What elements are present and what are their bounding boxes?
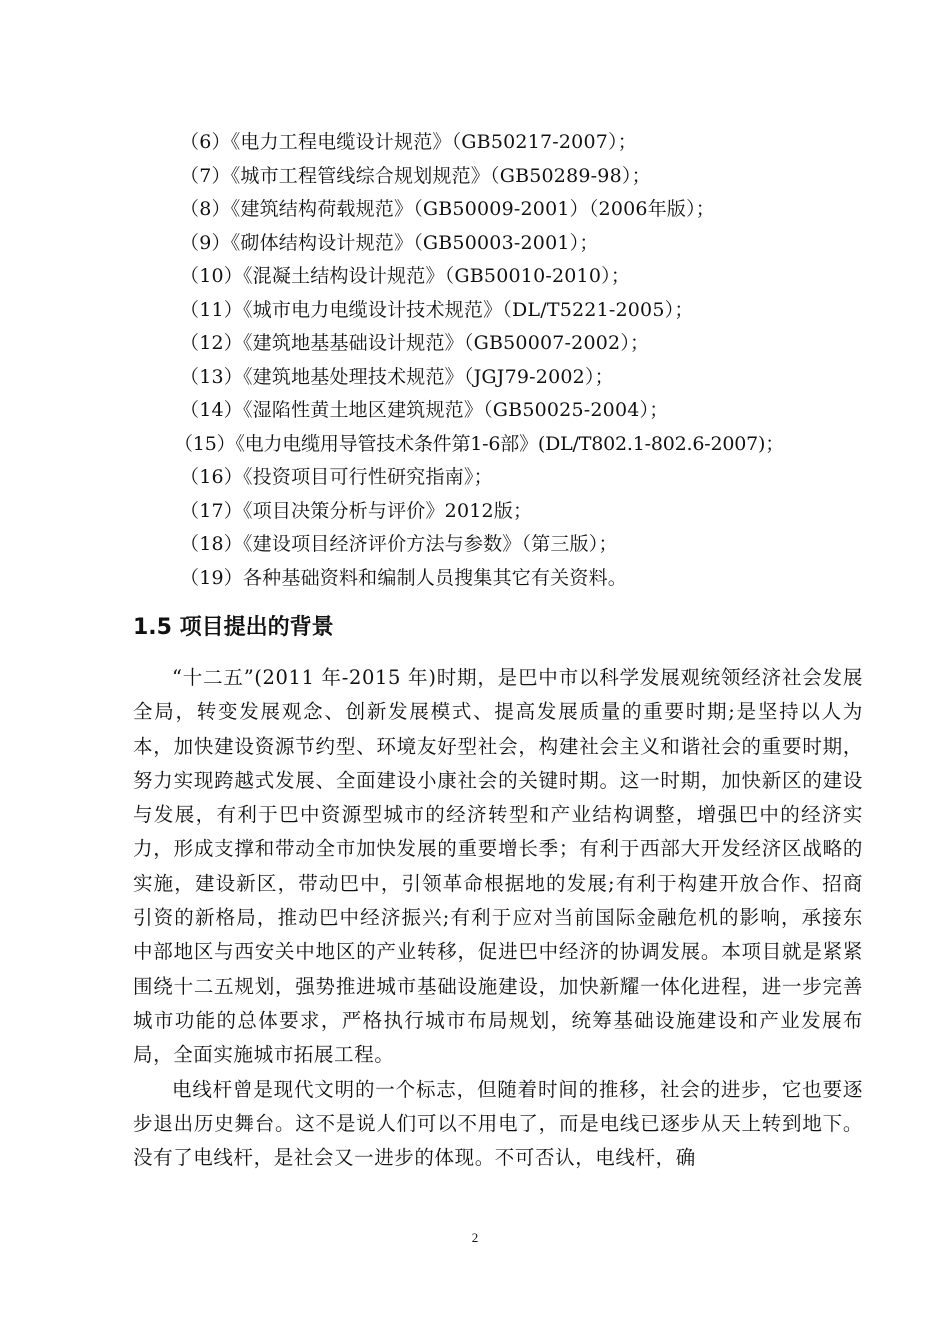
reference-item: （17）《项目决策分析与评价》2012版； <box>180 499 533 522</box>
reference-item: （16）《投资项目可行性研究指南》； <box>180 466 493 488</box>
body-paragraph: 电线杆曾是现代文明的一个标志，但随着时间的推移，社会的进步，它也要逐步退出历史舞台。这不是说人们可以不用电了，而是电线已逐步从天上转到地下。没有了电线杆，是社会又一进步的体现。不可否认，电线杆，确 <box>133 1077 863 1170</box>
reference-item: （11）《城市电力电缆设计技术规范》（DL/T5221-2005）； <box>180 298 694 321</box>
reference-item: （6）《电力工程电缆设计规范》（GB50217-2007）； <box>180 131 637 153</box>
reference-item: （10）《混凝土结构设计规范》（GB50010-2010）； <box>180 265 631 287</box>
reference-item: （14）《湿陷性黄土地区建筑规范》（GB50025-2004）； <box>180 399 669 421</box>
reference-item: （7）《城市工程管线综合规划规范》（GB50289-98）； <box>180 164 651 187</box>
reference-item: （15）《电力电缆用导管技术条件第1-6部》(DL/T802.1-802.6-2007)； <box>174 432 785 455</box>
reference-item: （13）《建筑地基处理技术规范》（JGJ79-2002）； <box>180 365 614 388</box>
body-paragraph: “十二五”(2011 年-2015 年)时期，是巴中市以科学发展观统领经济社会发展全局，转变发展观念、创新发展模式、提高发展质量的重要时期;是坚持以人为本，加快建设资源节约型、环境友好型社会，构建社会主义和谐社会的重要时期，努力实现跨越式发展、全面建设小康社会的关键时期。这一时期，加快新区的建设与发展，有利于巴中资源型城市的经济转型和产业结构调整，增强巴中的经济实力，形成支撑和带动全市加快发展的重要增长季；有利于西部大开发经济区战略的实施，建设新区，带动巴中，引领革命根据地的发展;有利于构建开放合作、招商引资的新格局，推动巴中经济振兴;有利于应对当前国际金融危机的影响，承接东中部地区与西安关中地区的产业转移，促进巴中经济的协调发展。本项目就是紧紧围绕十二五规划，强势推进城市基础设施建设，加快新耀一体化进程，进一步完善城市功能的总体要求，严格执行城市布局规划，统筹基础设施建设和产业发展布局，全面实施城市拓展工程。 <box>133 666 863 1067</box>
reference-item: （18）《建设项目经济评价方法与参数》（第三版）； <box>180 533 618 555</box>
reference-item: （9）《砌体结构设计规范》（GB50003-2001）； <box>180 231 599 254</box>
reference-item: （8）《建筑结构荷载规范》（GB50009-2001）（2006年版）； <box>180 198 715 220</box>
section-body <box>133 661 863 1175</box>
page-number: 2 <box>471 1230 479 1245</box>
reference-item: （19）各种基础资料和编制人员搜集其它有关资料。 <box>180 566 627 589</box>
section-heading: 1.5 项目提出的背景 <box>133 615 334 640</box>
reference-item: （12）《建筑地基基础设计规范》（GB50007-2002）； <box>180 332 650 354</box>
reference-list <box>174 126 880 595</box>
